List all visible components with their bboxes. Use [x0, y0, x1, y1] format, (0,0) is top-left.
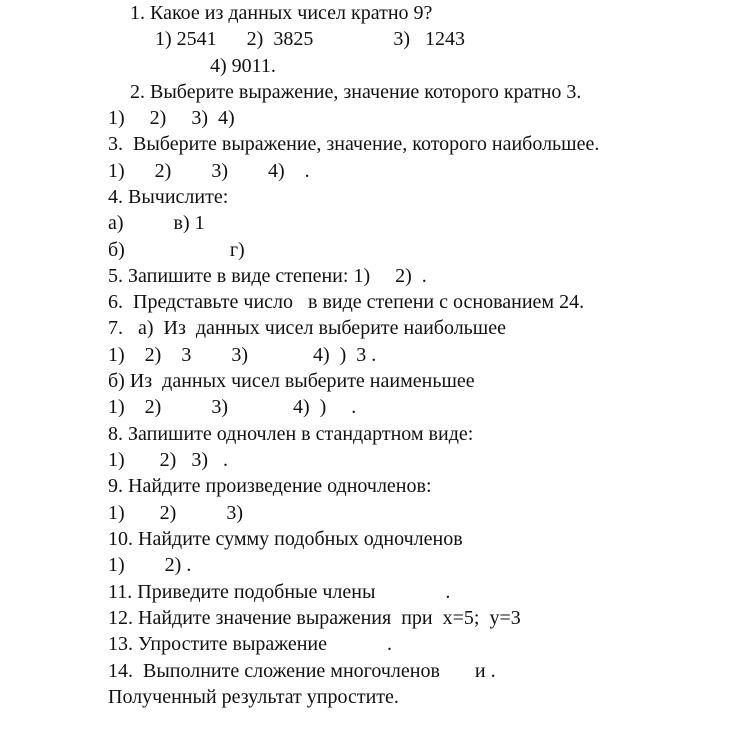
- q4-items-a-v: а) в) 1: [108, 212, 205, 234]
- q7b-options: 1) 2) 3) 4) ) .: [108, 396, 357, 418]
- q6-text: 6. Представьте число в виде степени с основанием 24.: [108, 291, 585, 313]
- q10-text: 10. Найдите сумму подобных одночленов: [108, 528, 463, 550]
- q8-options: 1) 2) 3) .: [108, 449, 228, 471]
- q7a-options: 1) 2) 3 3) 4) ) 3 .: [108, 344, 377, 366]
- q7b-text: б) Из данных чисел выберите наименьшее: [108, 370, 475, 392]
- q9-text: 9. Найдите произведение одночленов:: [108, 475, 432, 497]
- q11-text: 11. Приведите подобные члены .: [108, 581, 451, 603]
- q13-text: 13. Упростите выражение .: [108, 633, 393, 655]
- q1-text: 1. Какое из данных чисел кратно 9?: [130, 2, 433, 24]
- q14-continuation: Полученный результат упростите.: [108, 686, 399, 708]
- q7a-text: 7. а) Из данных чисел выберите наибольшее: [108, 317, 506, 339]
- q12-text: 12. Найдите значение выражения при x=5; y=3: [108, 607, 521, 629]
- q14-text: 14. Выполните сложение многочленов и .: [108, 660, 496, 682]
- q4-items-b-g: б) г): [108, 239, 245, 261]
- q4-text: 4. Вычислите:: [108, 186, 229, 208]
- q8-text: 8. Запишите одночлен в стандартном виде:: [108, 423, 474, 445]
- q2-options: 1) 2) 3) 4): [108, 107, 235, 129]
- q1-option-4: 4) 9011.: [210, 55, 276, 77]
- q10-options: 1) 2) .: [108, 554, 192, 576]
- q5-text: 5. Запишите в виде степени: 1) 2) .: [108, 265, 427, 287]
- q1-options: 1) 2541 2) 3825 3) 1243: [155, 28, 465, 50]
- q2-text: 2. Выберите выражение, значение которого кратно 3.: [130, 81, 582, 103]
- q3-options: 1) 2) 3) 4) .: [108, 160, 310, 182]
- q9-options: 1) 2) 3): [108, 502, 243, 524]
- q3-text: 3. Выберите выражение, значение, которого наибольшее.: [108, 133, 600, 155]
